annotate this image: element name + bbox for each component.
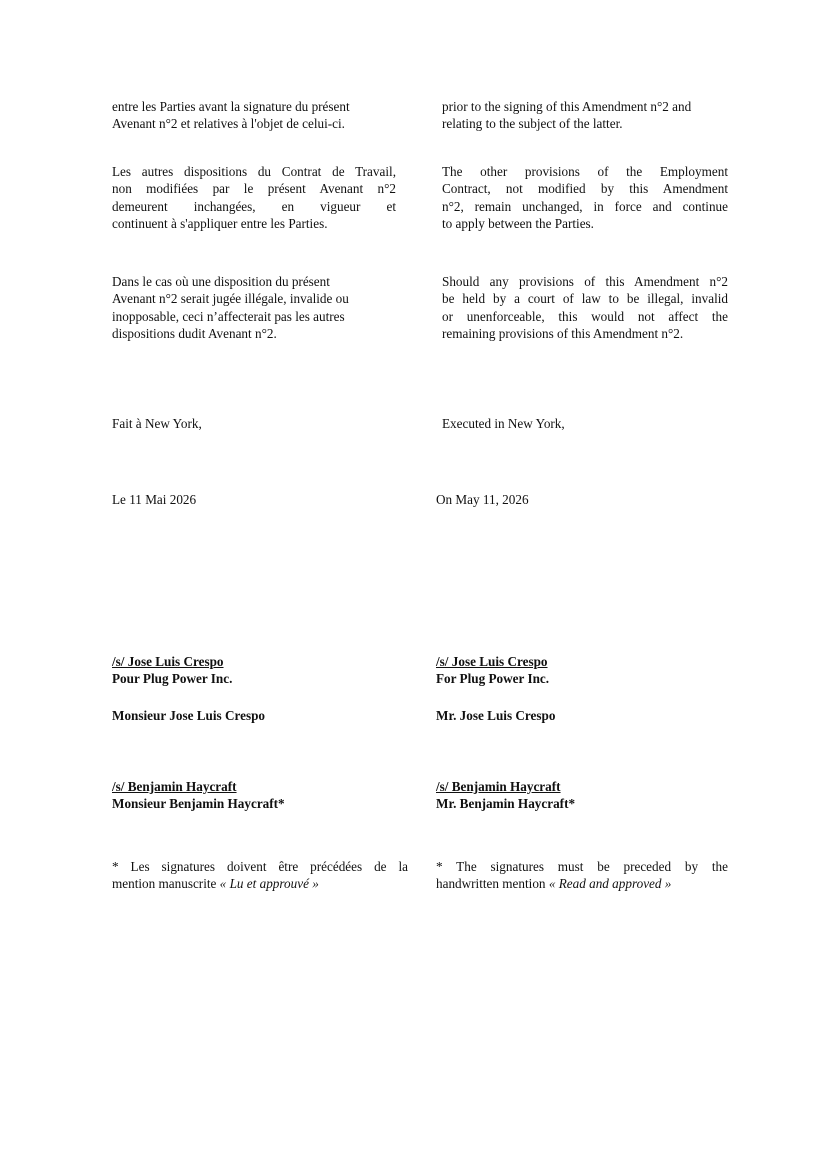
en-signature-footnote (436, 858, 728, 893)
text-line: Les autres dispositions du Contrat de Travail, (112, 164, 396, 179)
signature-name: /s/ Benjamin Haycraft (112, 779, 237, 794)
text-line: The other provisions of the Employment (442, 164, 728, 179)
handwritten-mention: « Lu et approuvé » (219, 876, 319, 892)
signature-name: /s/ Benjamin Haycraft (436, 779, 561, 794)
text-line: Avenant n°2 serait jugée illégale, invalide ou (112, 291, 349, 307)
text-line: demeurent inchangées, en vigueur et (112, 198, 396, 214)
text-line: remaining provisions of this Amendment n°2. (442, 326, 684, 342)
fr-paragraph-prior-agreements (112, 98, 396, 133)
text-line: continuent à s'appliquer entre les Parties. (112, 216, 328, 232)
text-line: * The signatures must be preceded by the (436, 859, 728, 874)
text-line (112, 875, 408, 892)
en-signature-block-company (436, 653, 728, 688)
text-line: to apply between the Parties. (442, 216, 594, 232)
en-execution-date: On May 11, 2026 (436, 492, 529, 507)
text-line: dispositions dudit Avenant n°2. (112, 326, 277, 342)
fr-execution-place: Fait à New York, (112, 416, 202, 431)
signature-name: /s/ Jose Luis Crespo (436, 654, 548, 669)
en-paragraph-severability (442, 273, 728, 343)
en-signature-block-employee (436, 778, 728, 813)
en-signatory-title: Mr. Jose Luis Crespo (436, 708, 556, 723)
signatory-company: For Plug Power Inc. (436, 671, 550, 687)
text-line (436, 875, 728, 892)
footnote-text: handwritten mention (436, 876, 549, 892)
text-line: be held by a court of law to be illegal, invalid (442, 291, 728, 307)
text-line: * Les signatures doivent être précédées de la (112, 859, 408, 874)
fr-execution-date: Le 11 Mai 2026 (112, 492, 197, 507)
text-line: prior to the signing of this Amendment n°2 and (442, 99, 692, 114)
text-line: n°2, remain unchanged, in force and continue (442, 198, 728, 214)
en-paragraph-prior-agreements (442, 98, 728, 133)
text-line: or unenforceable, this would not affect the (442, 308, 728, 324)
signatory-company: Pour Plug Power Inc. (112, 671, 233, 687)
en-execution-place: Executed in New York, (442, 416, 565, 431)
en-paragraph-other-provisions (442, 163, 728, 233)
text-line: entre les Parties avant la signature du présent (112, 99, 350, 114)
signatory-title: Mr. Benjamin Haycraft* (436, 796, 576, 812)
fr-signature-footnote (112, 858, 408, 893)
text-line: Dans le cas où une disposition du présent (112, 274, 330, 289)
fr-signatory-title: Monsieur Jose Luis Crespo (112, 708, 266, 723)
handwritten-mention: « Read and approved » (548, 876, 672, 892)
signature-name: /s/ Jose Luis Crespo (112, 654, 224, 669)
text-line: Avenant n°2 et relatives à l'objet de celui-ci. (112, 116, 345, 132)
text-line: Contract, not modified by this Amendment (442, 181, 728, 197)
signatory-title: Monsieur Benjamin Haycraft* (112, 796, 285, 812)
fr-signature-block-company (112, 653, 396, 688)
fr-signature-block-employee (112, 778, 396, 813)
text-line: relating to the subject of the latter. (442, 116, 623, 132)
fr-paragraph-other-provisions (112, 163, 396, 233)
text-line: inopposable, ceci n’affecterait pas les autres (112, 308, 345, 324)
text-line: Should any provisions of this Amendment n°2 (442, 274, 728, 289)
fr-paragraph-severability (112, 273, 396, 343)
text-line: non modifiées par le présent Avenant n°2 (112, 181, 396, 197)
footnote-text: mention manuscrite (112, 876, 220, 892)
